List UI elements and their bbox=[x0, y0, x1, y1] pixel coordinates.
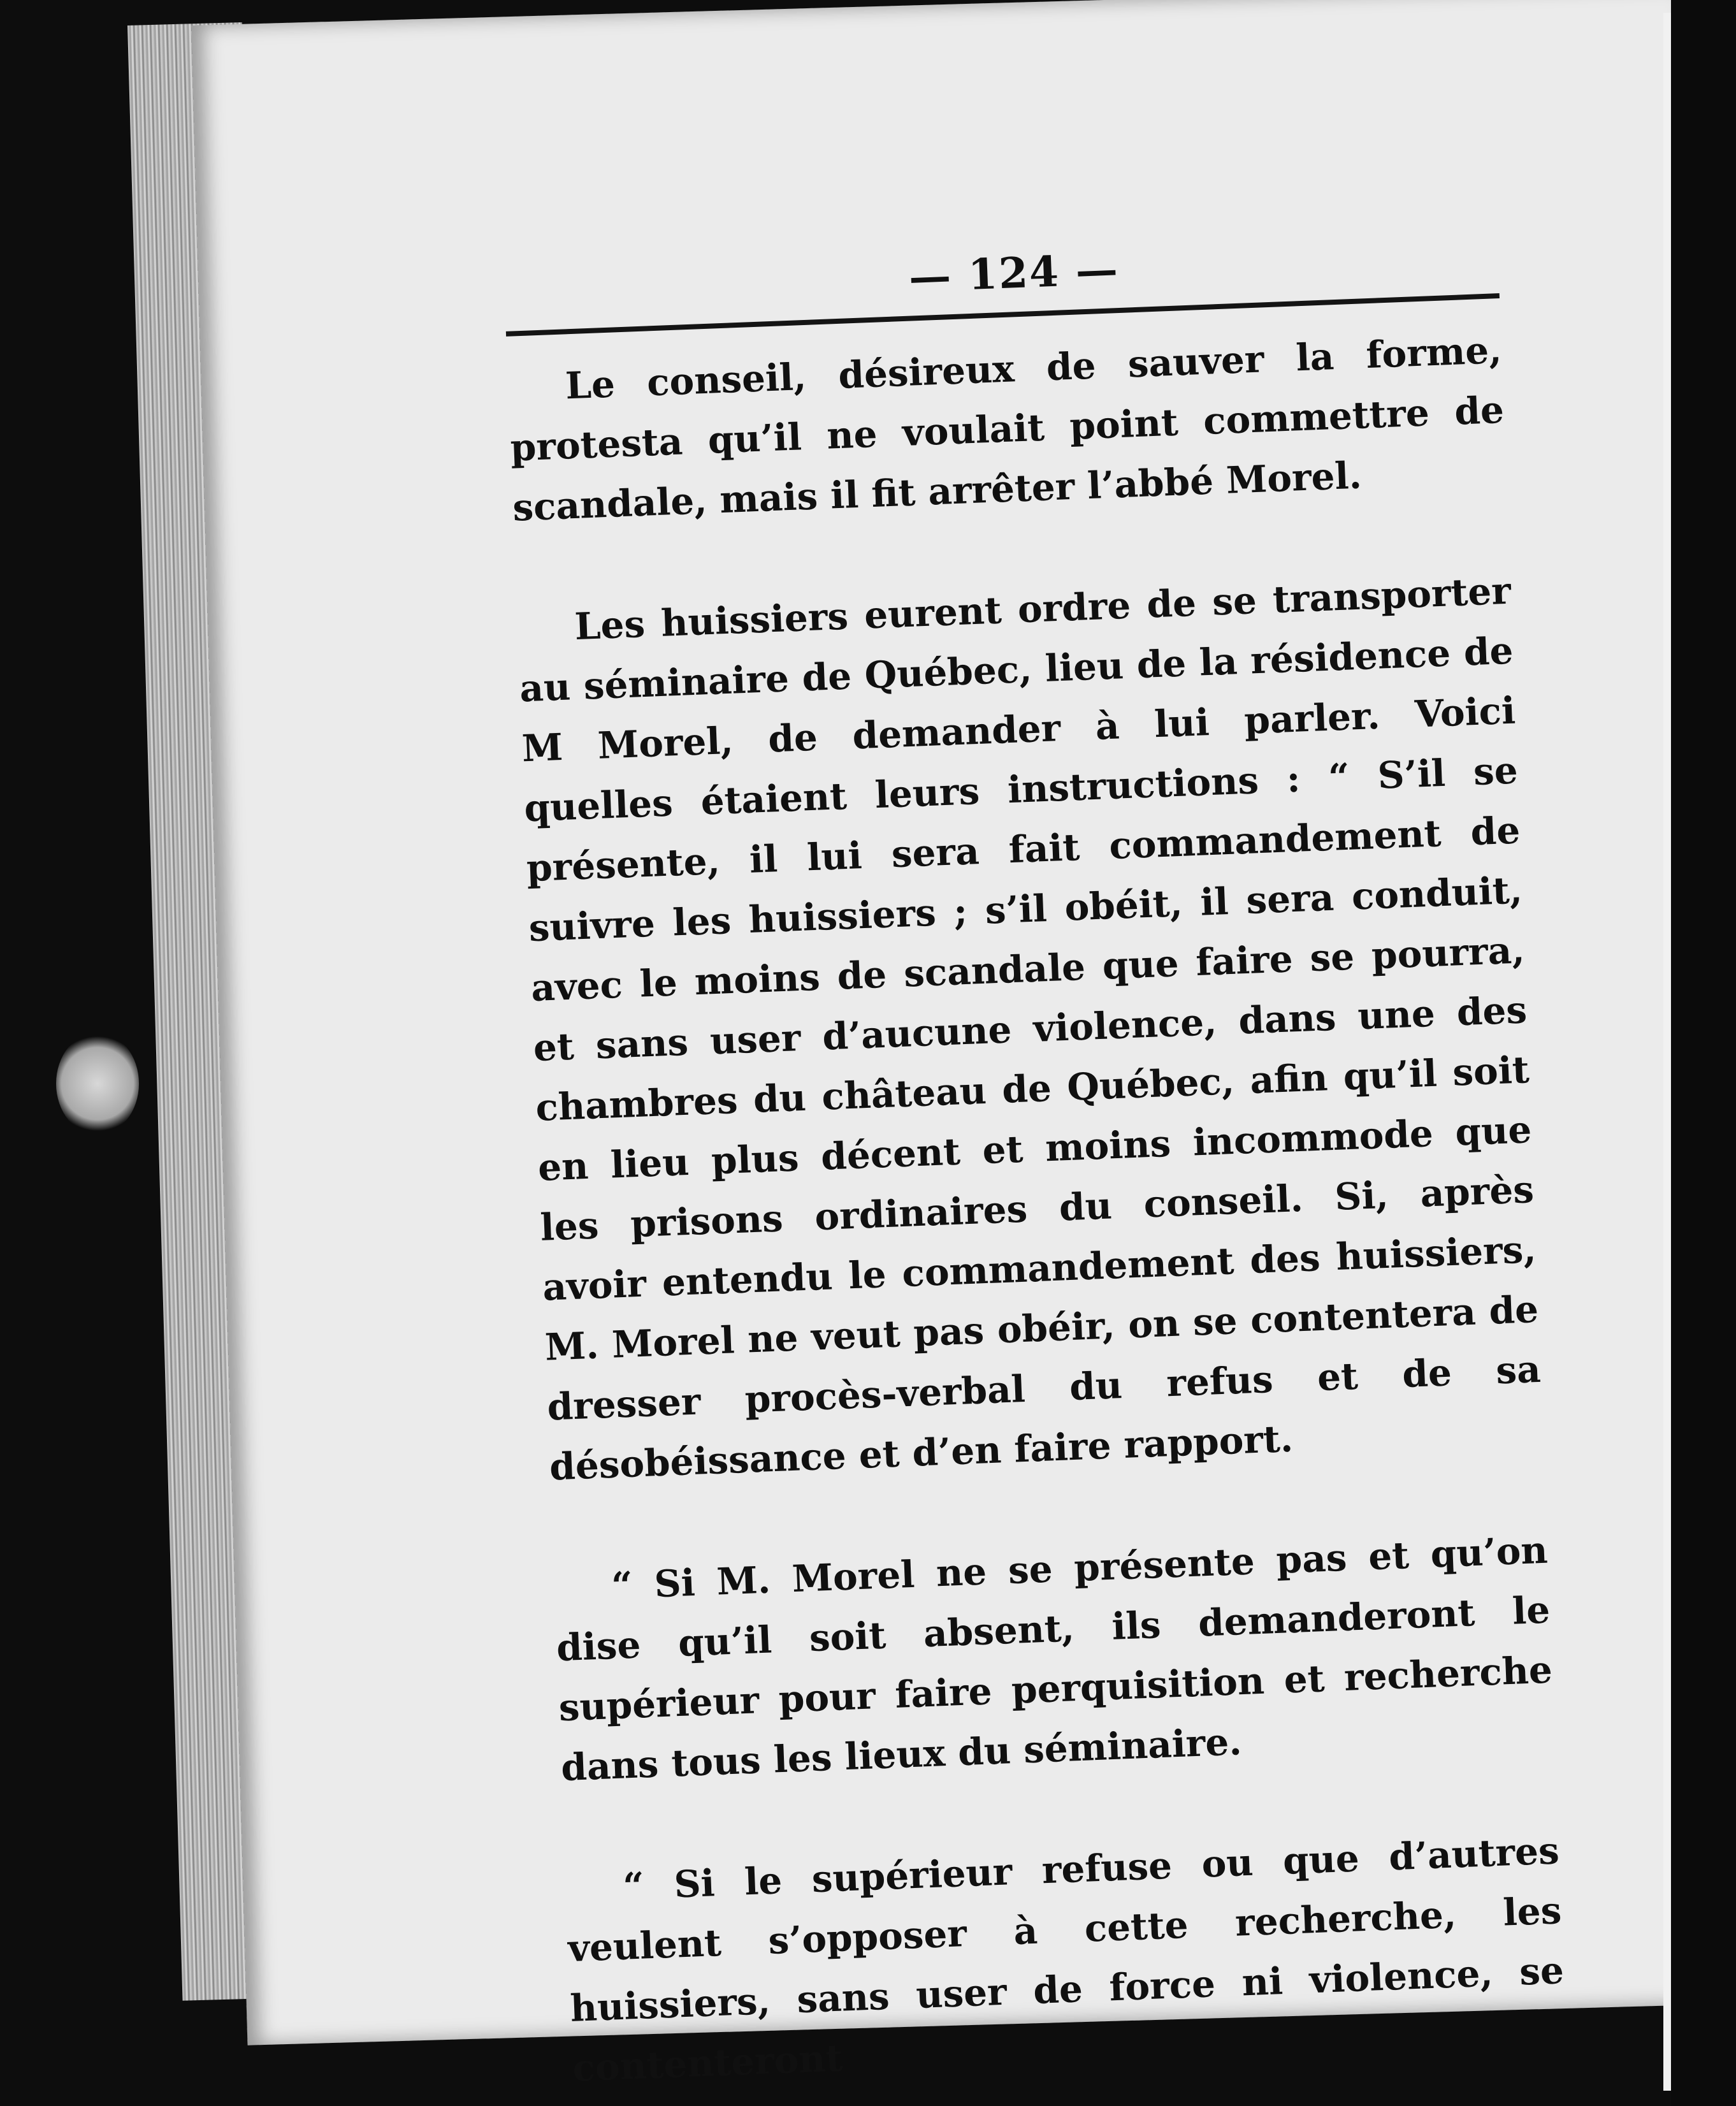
paragraph-1: Le conseil, désireux de sauver la forme, protesta qu’il ne voulait point commettre de scandale, mais il fit arrêter l’abbé Morel. bbox=[509, 328, 1505, 530]
paragraph-3: “ Si M. Morel ne se présente pas et qu’on dise qu’il soit absent, ils demanderont le supérieur pour faire perquisition et recherche dans tous les lieux du séminaire. bbox=[555, 1528, 1553, 1790]
page-smudge bbox=[56, 1033, 139, 1135]
text-block bbox=[503, 229, 1570, 2106]
paragraph-4: “ Si le supérieur refuse ou que d’autres veulent s’opposer à cette recherche, les huissiers, sans user de force ni violence, se contenteront bbox=[567, 1829, 1565, 2090]
scan-border bbox=[1671, 0, 1736, 2106]
facing-page-edge bbox=[1663, 13, 1671, 2091]
paragraph-2: Les huissiers eurent ordre de se transporter au séminaire de Québec, lieu de la résidence de M Morel, de demander à lui parler. Voici quelles étaient leurs instructions : “ S’il se présente, il lui sera fait commandement de suivre les huissiers ; s’il obéit, il sera conduit, avec le moins de scandale que faire se pourra, et sans user d’aucune violence, dans une des chambres du château de Québec, afin qu’il soit en lieu plus décent et moins incommode que les prisons ordinaires du conseil. Si, après avoir entendu le commandement des huissiers, M. Morel ne veut pas obéir, on se contentera de dresser procès-verbal du refus et de sa désobéissance et d’en faire rapport. bbox=[519, 569, 1542, 1489]
page-number: — 124 — bbox=[908, 243, 1120, 302]
